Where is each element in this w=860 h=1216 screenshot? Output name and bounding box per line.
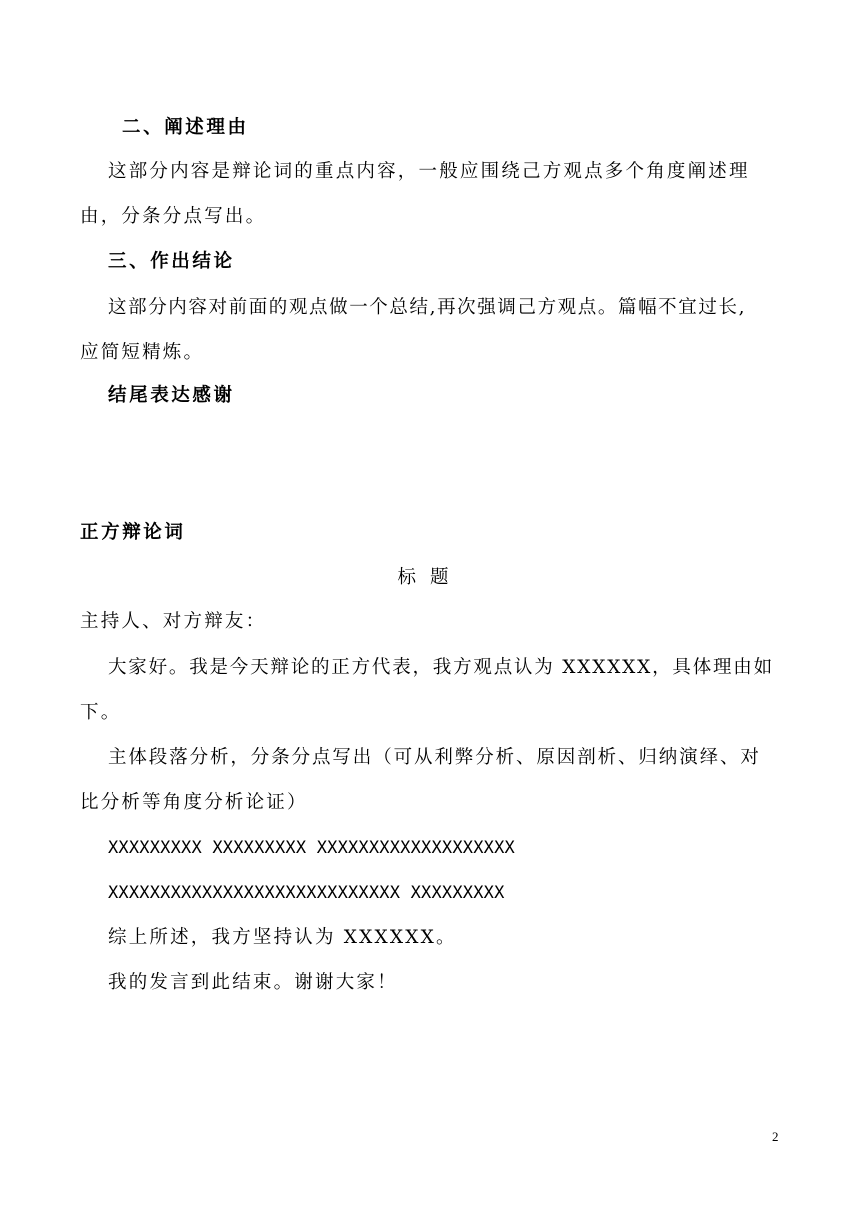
opening-line1: 大家好。我是今天辩论的正方代表，我方观点认为 XXXXXX，具体理由如 [108, 657, 774, 678]
conclusion-line: 综上所述，我方坚持认为 XXXXXX。 [108, 927, 457, 948]
section2-heading: 二、阐述理由 [122, 117, 249, 138]
section2-body-line2: 由，分条分点写出。 [80, 206, 267, 227]
salutation: 主持人、对方辩友： [80, 611, 267, 632]
placeholder-line1: XXXXXXXXX XXXXXXXXX XXXXXXXXXXXXXXXXXXX [108, 838, 515, 858]
sample-title: 标题 [397, 567, 463, 588]
opening-line2: 下。 [80, 702, 122, 723]
closing-heading: 结尾表达感谢 [108, 385, 235, 406]
section3-body-line1: 这部分内容对前面的观点做一个总结,再次强调己方观点。篇幅不宜过长, [108, 297, 747, 318]
section2-body-line1: 这部分内容是辩论词的重点内容，一般应围绕己方观点多个角度阐述理 [108, 161, 750, 182]
section3-heading: 三、作出结论 [108, 251, 235, 272]
sample-heading: 正方辩论词 [80, 522, 186, 543]
section3-body-line2: 应简短精炼。 [80, 342, 205, 363]
body-line2: 比分析等角度分析论证） [80, 792, 308, 813]
placeholder-line2: XXXXXXXXXXXXXXXXXXXXXXXXXXXX XXXXXXXXX [108, 883, 505, 903]
ending-line: 我的发言到此结束。谢谢大家！ [108, 972, 398, 993]
body-line1: 主体段落分析，分条分点写出（可从利弊分析、原因剖析、归纳演绎、对 [108, 747, 761, 768]
page-number: 2 [772, 1129, 779, 1144]
